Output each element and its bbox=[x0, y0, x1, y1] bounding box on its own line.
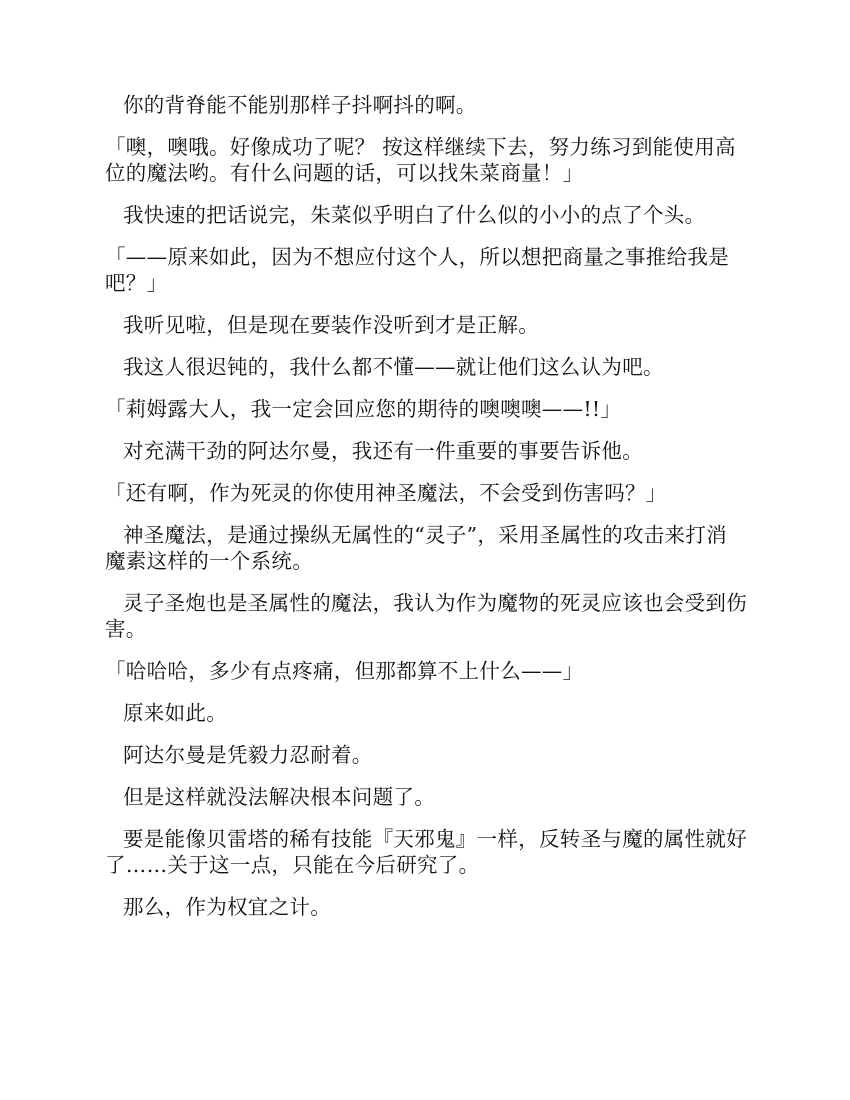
paragraph-5: 我听见啦，但是现在要装作没听到才是正解。 bbox=[123, 313, 539, 337]
paragraph-2: 「噢，噢哦。好像成功了呢？ 按这样继续下去，努力练习到能使用高位的魔法哟。有什么问题的话，可以找朱菜商量！」 bbox=[105, 135, 736, 185]
paragraph-6: 我这人很迟钝的，我什么都不懂——就让他们这么认为吧。 bbox=[123, 355, 664, 379]
paragraph-13: 原来如此。 bbox=[123, 701, 227, 725]
paragraph-7: 「莉姆露大人，我一定会回应您的期待的噢噢噢——!!」 bbox=[105, 397, 622, 421]
paragraph-12: 「哈哈哈，多少有点疼痛，但那都算不上什么——」 bbox=[105, 659, 584, 683]
paragraph-8: 对充满干劲的阿达尔曼，我还有一件重要的事要告诉他。 bbox=[123, 439, 643, 463]
paragraph-16: 要是能像贝雷塔的稀有技能『天邪鬼』一样，反转圣与魔的属性就好了……关于这一点，只能在今后研究了。 bbox=[105, 827, 747, 877]
paragraph-15: 但是这样就没法解决根本问题了。 bbox=[123, 785, 435, 809]
paragraph-11: 灵子圣炮也是圣属性的魔法，我认为作为魔物的死灵应该也会受到伤害。 bbox=[105, 591, 747, 641]
paragraph-14: 阿达尔曼是凭毅力忍耐着。 bbox=[123, 743, 373, 767]
paragraph-17: 那么，作为权宜之计。 bbox=[123, 895, 331, 919]
paragraph-4: 「——原来如此，因为不想应付这个人，所以想把商量之事推给我是吧？」 bbox=[105, 245, 729, 295]
paragraph-1: 你的背脊能不能别那样子抖啊抖的啊。 bbox=[123, 93, 477, 117]
document-body bbox=[105, 92, 747, 936]
paragraph-9: 「还有啊，作为死灵的你使用神圣魔法，不会受到伤害吗？」 bbox=[105, 481, 667, 505]
paragraph-10: 神圣魔法，是通过操纵无属性的“灵子”，采用圣属性的攻击来打消魔素这样的一个系统。 bbox=[105, 523, 727, 573]
paragraph-3: 我快速的把话说完，朱菜似乎明白了什么似的小小的点了个头。 bbox=[123, 203, 706, 227]
